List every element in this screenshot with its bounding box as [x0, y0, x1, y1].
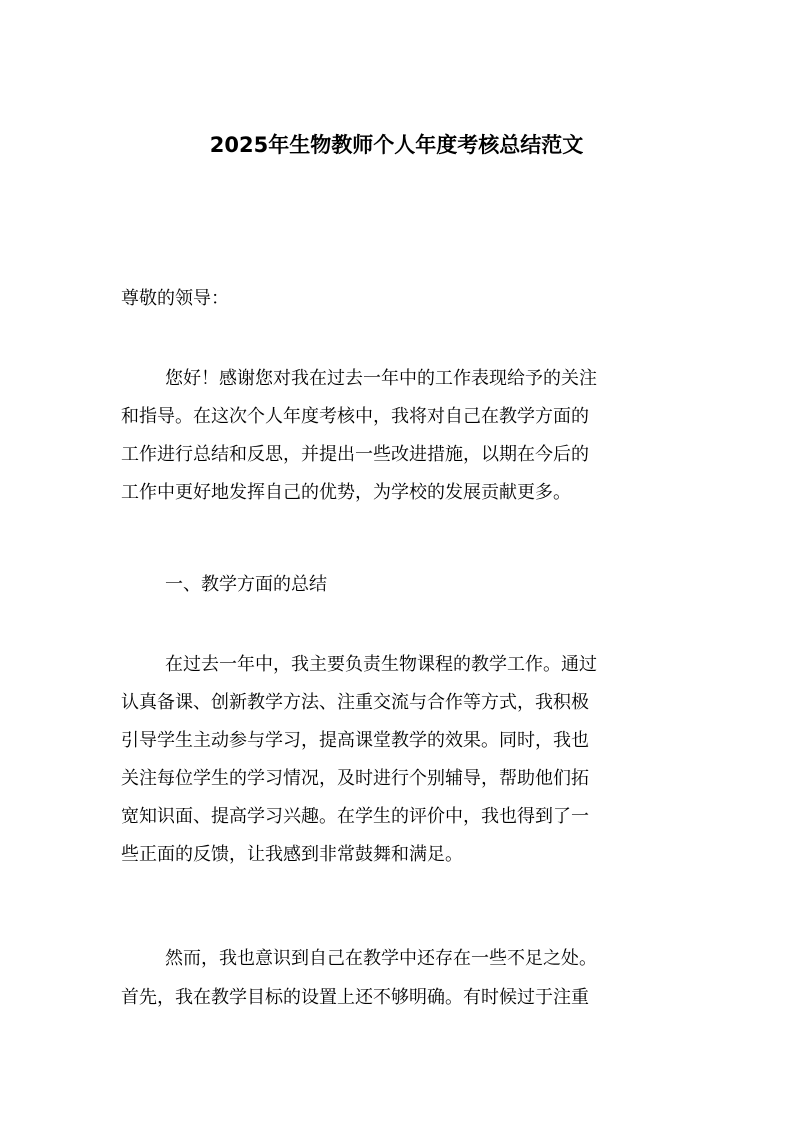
paragraph-line: 引导学生主动参与学习，提高课堂教学的效果。同时，我也: [121, 730, 589, 751]
paragraph-line: 然而，我也意识到自己在教学中还存在一些不足之处。: [165, 948, 597, 969]
paragraph-line: 些正面的反馈，让我感到非常鼓舞和满足。: [121, 844, 463, 865]
paragraph-line: 关注每位学生的学习情况，及时进行个别辅导，帮助他们拓: [121, 768, 589, 789]
section-heading: 一、教学方面的总结: [165, 574, 327, 595]
paragraph-line: 首先，我在教学目标的设置上还不够明确。有时候过于注重: [121, 987, 589, 1008]
paragraph-line: 认真备课、创新教学方法、注重交流与合作等方式，我积极: [121, 692, 589, 713]
paragraph-line: 和指导。在这次个人年度考核中，我将对自己在教学方面的: [121, 406, 589, 427]
paragraph-line: 宽知识面、提高学习兴趣。在学生的评价中，我也得到了一: [121, 806, 589, 827]
paragraph-line: 您好！感谢您对我在过去一年中的工作表现给予的关注: [165, 368, 597, 389]
document-title: 2025年生物教师个人年度考核总结范文: [209, 133, 584, 157]
paragraph-line: 在过去一年中，我主要负责生物课程的教学工作。通过: [165, 654, 597, 675]
paragraph-line: 工作进行总结和反思，并提出一些改进措施，以期在今后的: [121, 444, 589, 465]
salutation: 尊敬的领导：: [121, 288, 229, 309]
paragraph-line: 工作中更好地发挥自己的优势，为学校的发展贡献更多。: [121, 482, 571, 503]
